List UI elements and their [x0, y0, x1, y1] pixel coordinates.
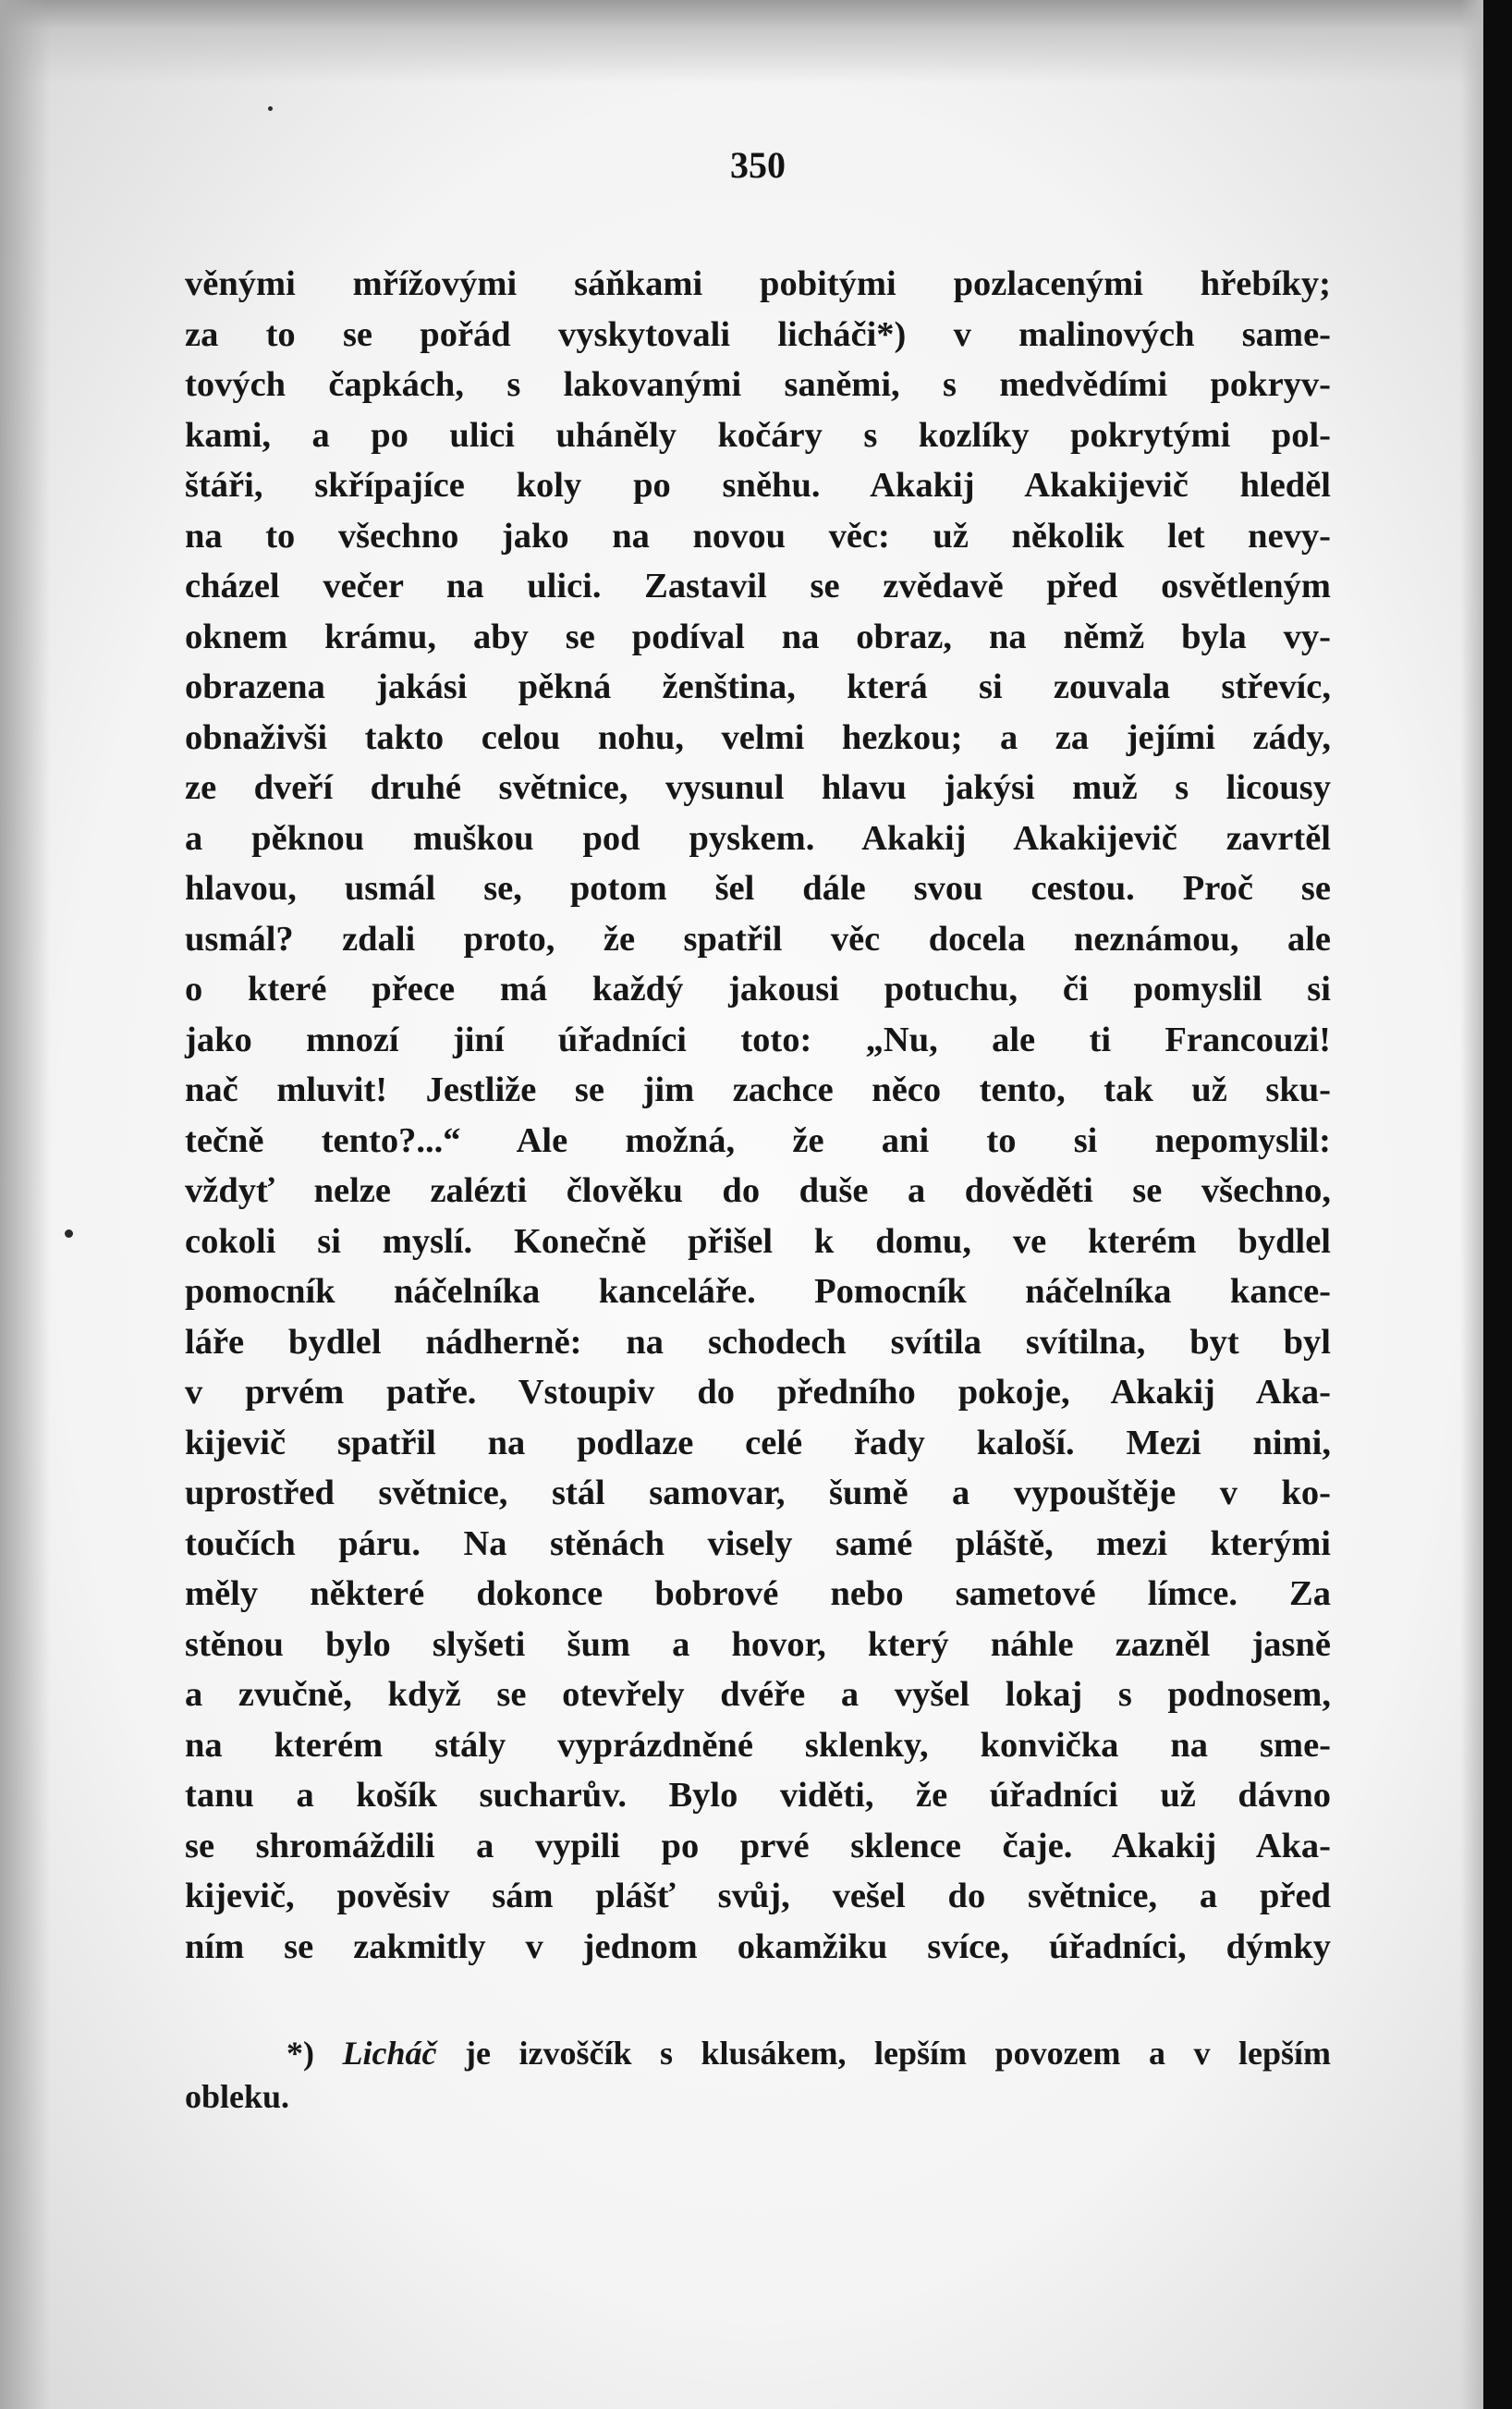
- scan-shadow-left: [0, 0, 51, 2409]
- text-line: nač mluvit! Jestliže se jim zachce něco tento, tak už sku-: [185, 1070, 1331, 1109]
- text-line: tanu a košík sucharův. Bylo viděti, že úřadníci už dávno: [185, 1776, 1331, 1815]
- scan-shadow-right: [1460, 0, 1483, 2409]
- text-line: láře bydlel nádherně: na schodech svítila svítilna, byt byl: [185, 1322, 1331, 1362]
- text-line: jako mnozí jiní úřadníci toto: „Nu, ale ti Francouzi!: [185, 1020, 1331, 1059]
- footnote: [185, 2032, 1331, 2119]
- text-line: ze dveří druhé světnice, vysunul hlavu jakýsi muž s licousy: [185, 768, 1331, 807]
- text-line: o které přece má každý jakousi potuchu, či pomyslil si: [185, 970, 1331, 1009]
- text-line: štáři, skřípajíce koly po sněhu. Akakij Akakijevič hleděl: [185, 466, 1331, 505]
- footnote-marker: *): [287, 2035, 314, 2072]
- scan-speck: [65, 1229, 73, 1238]
- text-line: usmál? zdali proto, že spatřil věc docela neznámou, ale: [185, 919, 1331, 959]
- text-line: tečně tento?...“ Ale možná, že ani to si nepomyslil:: [185, 1120, 1331, 1160]
- text-line: stěnou bylo slyšeti šum a hovor, který náhle zazněl jasně: [185, 1624, 1331, 1664]
- scan-border-right: [1483, 0, 1512, 2409]
- text-line: tových čapkách, s lakovanými saněmi, s medvědími pokryv-: [185, 365, 1331, 404]
- text-line: a zvučně, když se otevřely dvéře a vyšel lokaj s podnosem,: [185, 1675, 1331, 1714]
- text-line: za to se pořád vyskytovali licháči*) v malinových same-: [185, 314, 1331, 354]
- text-line: v prvém patře. Vstoupiv do předního pokoje, Akakij Aka-: [185, 1373, 1331, 1412]
- text-line: se shromáždili a vypili po prvé sklence čaje. Akakij Aka-: [185, 1826, 1331, 1865]
- text-line: ním se zakmitly v jednom okamžiku svíce, úřadníci, dýmky: [185, 1926, 1331, 1966]
- scan-speck: [268, 106, 273, 111]
- text-line: na to všechno jako na novou věc: už několik let nevy-: [185, 516, 1331, 556]
- page-number: 350: [730, 144, 786, 186]
- footnote-line: [185, 2032, 1331, 2075]
- text-line: a pěknou muškou pod pyskem. Akakij Akakijevič zavrtěl: [185, 818, 1331, 858]
- text-line: hlavou, usmál se, potom šel dále svou cestou. Proč se: [185, 869, 1331, 908]
- text-line: obrazena jakási pěkná ženština, která si zouvala střevíc,: [185, 667, 1331, 706]
- footnote-text: je izvoščík s klusákem, lepším povozem a v lepším: [465, 2035, 1332, 2072]
- text-line: kijevič, pověsiv sám plášť svůj, vešel do světnice, a před: [185, 1877, 1331, 1915]
- text-line: toučích páru. Na stěnách visely samé pláště, mezi kterými: [185, 1523, 1331, 1563]
- text-line: obnaživši takto celou nohu, velmi hezkou; a za jejími zády,: [185, 717, 1331, 757]
- body-text: [185, 259, 1331, 1972]
- scan-shadow-top: [0, 0, 1512, 83]
- text-line: věnými mřížovými sáňkami pobitými pozlacenými hřebíky;: [185, 264, 1331, 303]
- footnote-term: Licháč: [342, 2035, 437, 2072]
- text-line: na kterém stály vyprázdněné sklenky, konvička na sme-: [185, 1725, 1331, 1765]
- text-line: uprostřed světnice, stál samovar, šumě a vypouštěje v ko-: [185, 1474, 1331, 1512]
- text-line: cokoli si myslí. Konečně přišel k domu, ve kterém bydlel: [185, 1221, 1331, 1261]
- text-line: měly některé dokonce bobrové nebo sametové límce. Za: [185, 1574, 1331, 1613]
- text-line: kami, a po ulici uháněly kočáry s kozlíky pokrytými pol-: [185, 415, 1331, 455]
- text-line: cházel večer na ulici. Zastavil se zvědavě před osvětleným: [185, 567, 1331, 605]
- footnote-line: obleku.: [185, 2078, 290, 2115]
- text-line: pomocník náčelníka kanceláře. Pomocník náčelníka kance-: [185, 1272, 1331, 1311]
- text-line: kijevič spatřil na podlaze celé řady kaloší. Mezi nimi,: [185, 1423, 1331, 1462]
- text-line: oknem krámu, aby se podíval na obraz, na němž byla vy-: [185, 617, 1331, 656]
- text-line: vždyť nelze zalézti člověku do duše a dověděti se všechno,: [185, 1171, 1331, 1210]
